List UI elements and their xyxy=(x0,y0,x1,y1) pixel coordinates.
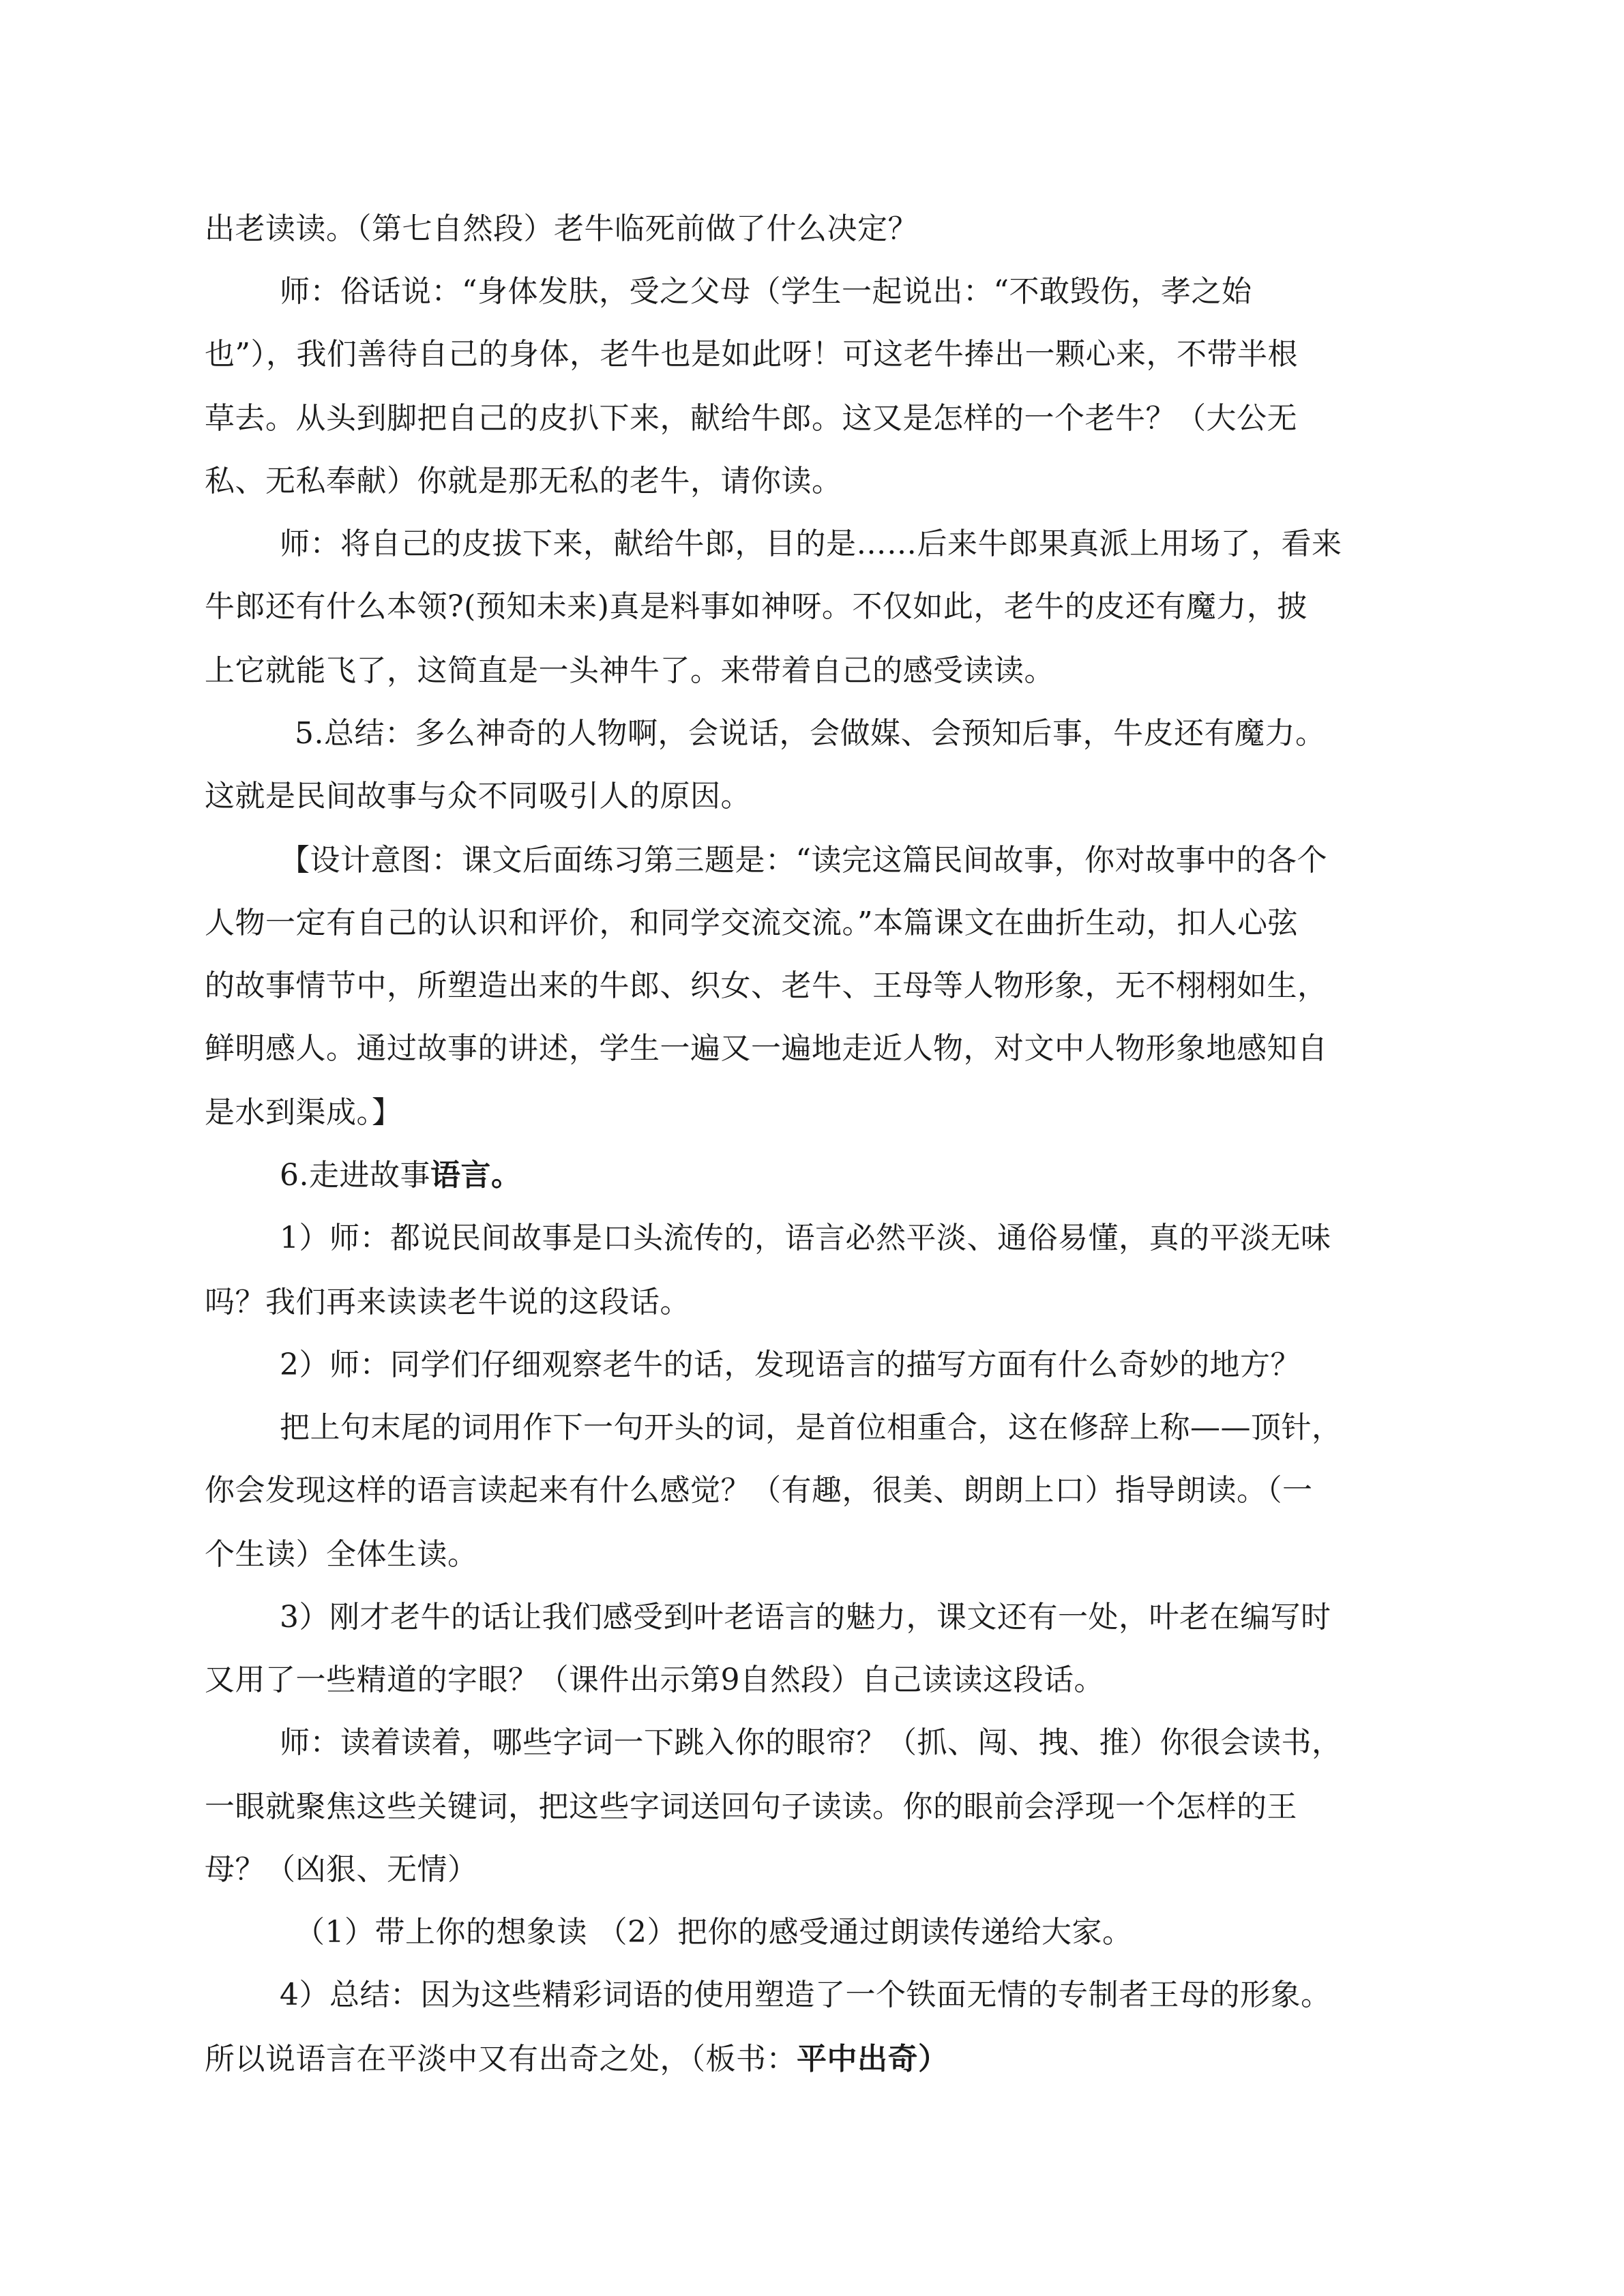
text-line xyxy=(280,1155,521,1196)
text-line: 的故事情节中，所塑造出来的牛郎、织女、老牛、王母等人物形象，无不栩栩如生， xyxy=(205,968,1328,1003)
text-line: 出老读读。（第七自然段）老牛临死前做了什么决定？ xyxy=(205,211,918,246)
text-line: （1）带上你的想象读 （2）把你的感受通过朗读传递给大家。 xyxy=(295,1915,1133,1950)
bold-text: 语言。 xyxy=(430,1158,522,1193)
text-line: 个生读）全体生读。 xyxy=(205,1537,478,1572)
text-line: 师：读着读着，哪些字词一下跳入你的眼帘？（抓、闯、拽、推）你很会读书， xyxy=(280,1725,1342,1760)
text-line: 4）总结：因为这些精彩词语的使用塑造了一个铁面无情的专制者王母的形象。 xyxy=(280,1978,1331,2012)
text-line: 【设计意图：课文后面练习第三题是：“读完这篇民间故事，你对故事中的各个 xyxy=(280,843,1327,878)
text-line: 3）刚才老牛的话让我们感受到叶老语言的魅力，课文还有一处，叶老在编写时 xyxy=(280,1600,1331,1635)
text-line xyxy=(205,2039,949,2080)
text-line: 是水到渠成。】 xyxy=(205,1095,402,1130)
text-span: 6.走进故事 xyxy=(280,1158,430,1193)
bold-text: 平中出奇） xyxy=(797,2042,949,2076)
text-span: 所以说语言在平淡中又有出奇之处，（板书： xyxy=(205,2042,797,2076)
text-line: 1）师：都说民间故事是口头流传的，语言必然平淡、通俗易懂，真的平淡无味 xyxy=(280,1221,1331,1255)
text-line: 这就是民间故事与众不同吸引人的原因。 xyxy=(205,779,751,814)
text-line: 又用了一些精道的字眼？（课件出示第9自然段）自己读读这段话。 xyxy=(205,1663,1104,1697)
text-line: 也”），我们善待自己的身体，老牛也是如此呀！可这老牛捧出一颗心来，不带半根 xyxy=(205,337,1298,372)
text-line: 鲜明感人。通过故事的讲述，学生一遍又一遍地走近人物，对文中人物形象地感知自 xyxy=(205,1031,1328,1066)
text-line: 草去。从头到脚把自己的皮扒下来，献给牛郎。这又是怎样的一个老牛？（大公无 xyxy=(205,401,1297,436)
text-line: 人物一定有自己的认识和评价，和同学交流交流。”本篇课文在曲折生动，扣人心弦 xyxy=(205,906,1298,940)
text-line: 把上句末尾的词用作下一句开头的词，是首位相重合，这在修辞上称——顶针， xyxy=(280,1410,1342,1445)
text-line: 你会发现这样的语言读起来有什么感觉？（有趣，很美、朗朗上口）指导朗读。（一 xyxy=(205,1473,1313,1508)
text-line: 5.总结：多么神奇的人物啊，会说话，会做媒、会预知后事，牛皮还有魔力。 xyxy=(295,716,1326,751)
text-line: 母？（凶狠、无情） xyxy=(205,1852,478,1887)
text-line: 私、无私奉献）你就是那无私的老牛，请你读。 xyxy=(205,464,842,498)
text-line: 师：俗话说：“身体发肤，受之父母（学生一起说出：“不敢毁伤，孝之始 xyxy=(280,274,1252,309)
text-line: 吗？我们再来读读老牛说的这段话。 xyxy=(205,1285,690,1320)
text-line: 上它就能飞了，这简直是一头神牛了。来带着自己的感受读读。 xyxy=(205,653,1054,688)
text-line: 一眼就聚焦这些关键词，把这些字词送回句子读读。你的眼前会浮现一个怎样的王 xyxy=(205,1789,1297,1824)
text-line: 牛郎还有什么本领?(预知未来)真是料事如神呀。不仅如此，老牛的皮还有魔力，披 xyxy=(205,589,1308,624)
text-line: 师：将自己的皮拔下来，献给牛郎，目的是……后来牛郎果真派上用场了，看来 xyxy=(280,526,1342,561)
text-line: 2）师：同学们仔细观察老牛的话，发现语言的描写方面有什么奇妙的地方？ xyxy=(280,1347,1301,1382)
